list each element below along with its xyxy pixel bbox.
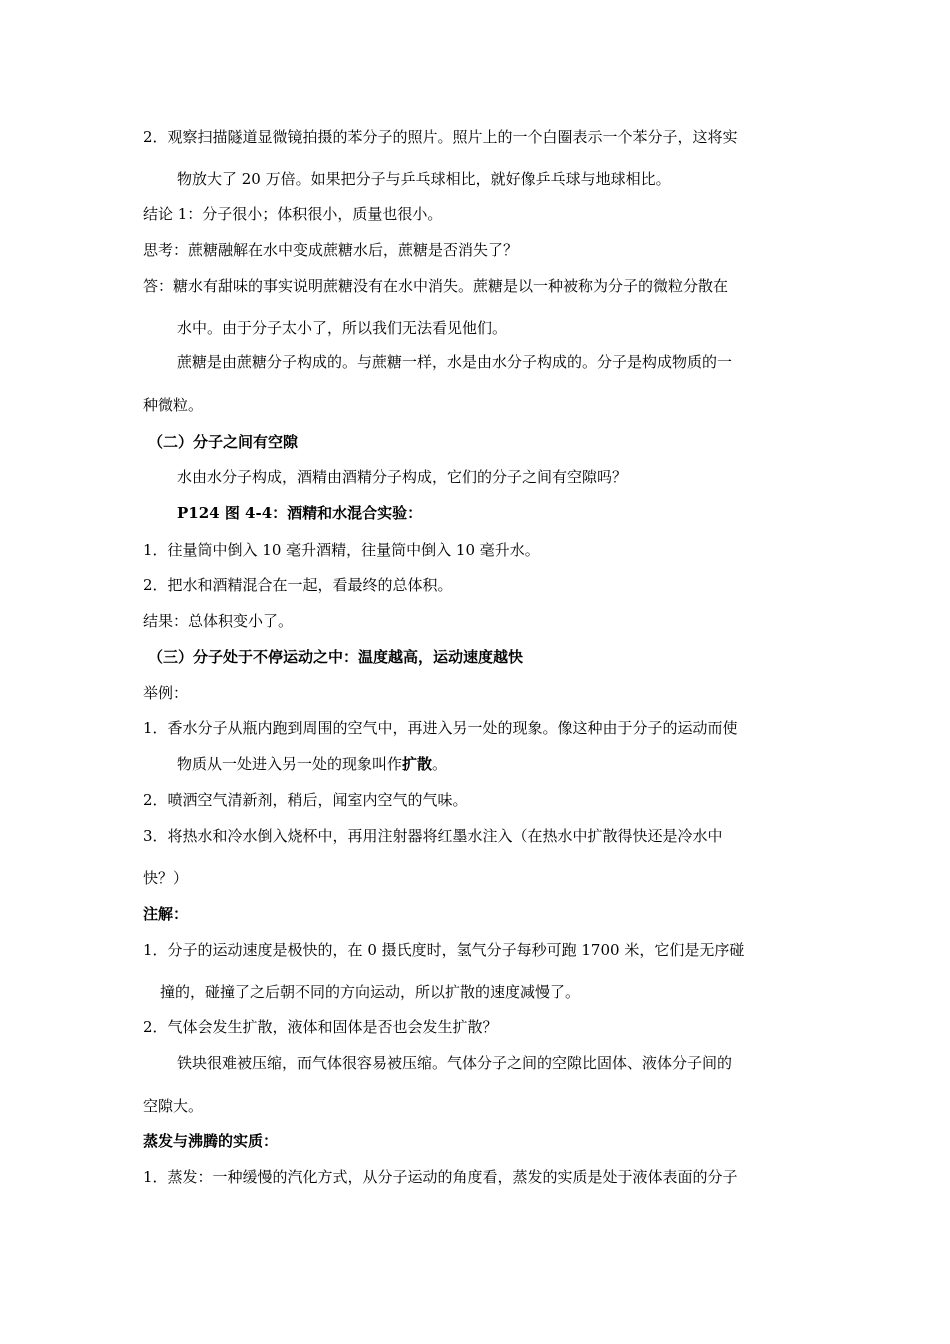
list-item: 3．将热水和冷水倒入烧杯中，再用注射器将红墨水注入（在热水中扩散得快还是冷水中 (143, 827, 723, 845)
section-heading: （三）分子处于不停运动之中：温度越高，运动速度越快 (148, 648, 524, 666)
list-item: 1．蒸发：一种缓慢的汽化方式，从分子运动的角度看，蒸发的实质是处于液体表面的分子 (143, 1168, 738, 1186)
list-item: 2．把水和酒精混合在一起，看最终的总体积。 (143, 576, 453, 594)
conclusion-line: 结论 1：分子很小；体积很小，质量也很小。 (143, 205, 443, 223)
result-line: 结果：总体积变小了。 (143, 612, 294, 630)
section-heading: （二）分子之间有空隙 (148, 433, 299, 451)
paragraph: 物放大了 20 万倍。如果把分子与乒乓球相比，就好像乒乓球与地球相比。 (177, 170, 671, 188)
paragraph: 水中。由于分子太小了，所以我们无法看见他们。 (177, 319, 508, 337)
list-item: 2．气体会发生扩散，液体和固体是否也会发生扩散？ (143, 1018, 498, 1036)
list-item: 1．分子的运动速度是极快的，在 0 摄氏度时，氢气分子每秒可跑 1700 米，它们是无序碰 (143, 941, 745, 959)
answer-line: 答：糖水有甜味的事实说明蔗糖没有在水中消失。蔗糖是以一种被称为分子的微粒分散在 (143, 277, 729, 295)
paragraph: 快？） (143, 869, 189, 887)
section-heading: 蒸发与沸腾的实质： (143, 1132, 279, 1150)
list-item: 1．往量筒中倒入 10 毫升酒精，往量筒中倒入 10 毫升水。 (143, 541, 540, 559)
experiment-heading: P124 图 4-4：酒精和水混合实验： (177, 504, 423, 522)
paragraph: 种微粒。 (143, 396, 204, 414)
notes-heading: 注解： (143, 905, 189, 923)
paragraph: 2．观察扫描隧道显微镜拍摄的苯分子的照片。照片上的一个白圈表示一个苯分子，这将实 (143, 128, 738, 146)
term-diffusion: 扩散 (402, 755, 433, 773)
text-span: 物质从一处进入另一处的现象叫作 (177, 755, 403, 773)
paragraph: 水由水分子构成，酒精由酒精分子构成，它们的分子之间有空隙吗？ (177, 468, 628, 486)
paragraph: 蔗糖是由蔗糖分子构成的。与蔗糖一样，水是由水分子构成的。分子是构成物质的一 (177, 353, 733, 371)
examples-label: 举例： (143, 684, 189, 702)
paragraph: 空隙大。 (143, 1097, 204, 1115)
text-span: 。 (432, 755, 448, 773)
list-item: 2．喷洒空气清新剂，稍后，闻室内空气的气味。 (143, 791, 468, 809)
paragraph: 铁块很难被压缩，而气体很容易被压缩。气体分子之间的空隙比固体、液体分子间的 (177, 1054, 733, 1072)
question-line: 思考：蔗糖融解在水中变成蔗糖水后，蔗糖是否消失了？ (143, 241, 519, 259)
list-item: 1．香水分子从瓶内跑到周围的空气中，再进入另一处的现象。像这种由于分子的运动而使 (143, 719, 738, 737)
paragraph (177, 754, 447, 774)
paragraph: 撞的，碰撞了之后朝不同的方向运动，所以扩散的速度减慢了。 (160, 983, 581, 1001)
